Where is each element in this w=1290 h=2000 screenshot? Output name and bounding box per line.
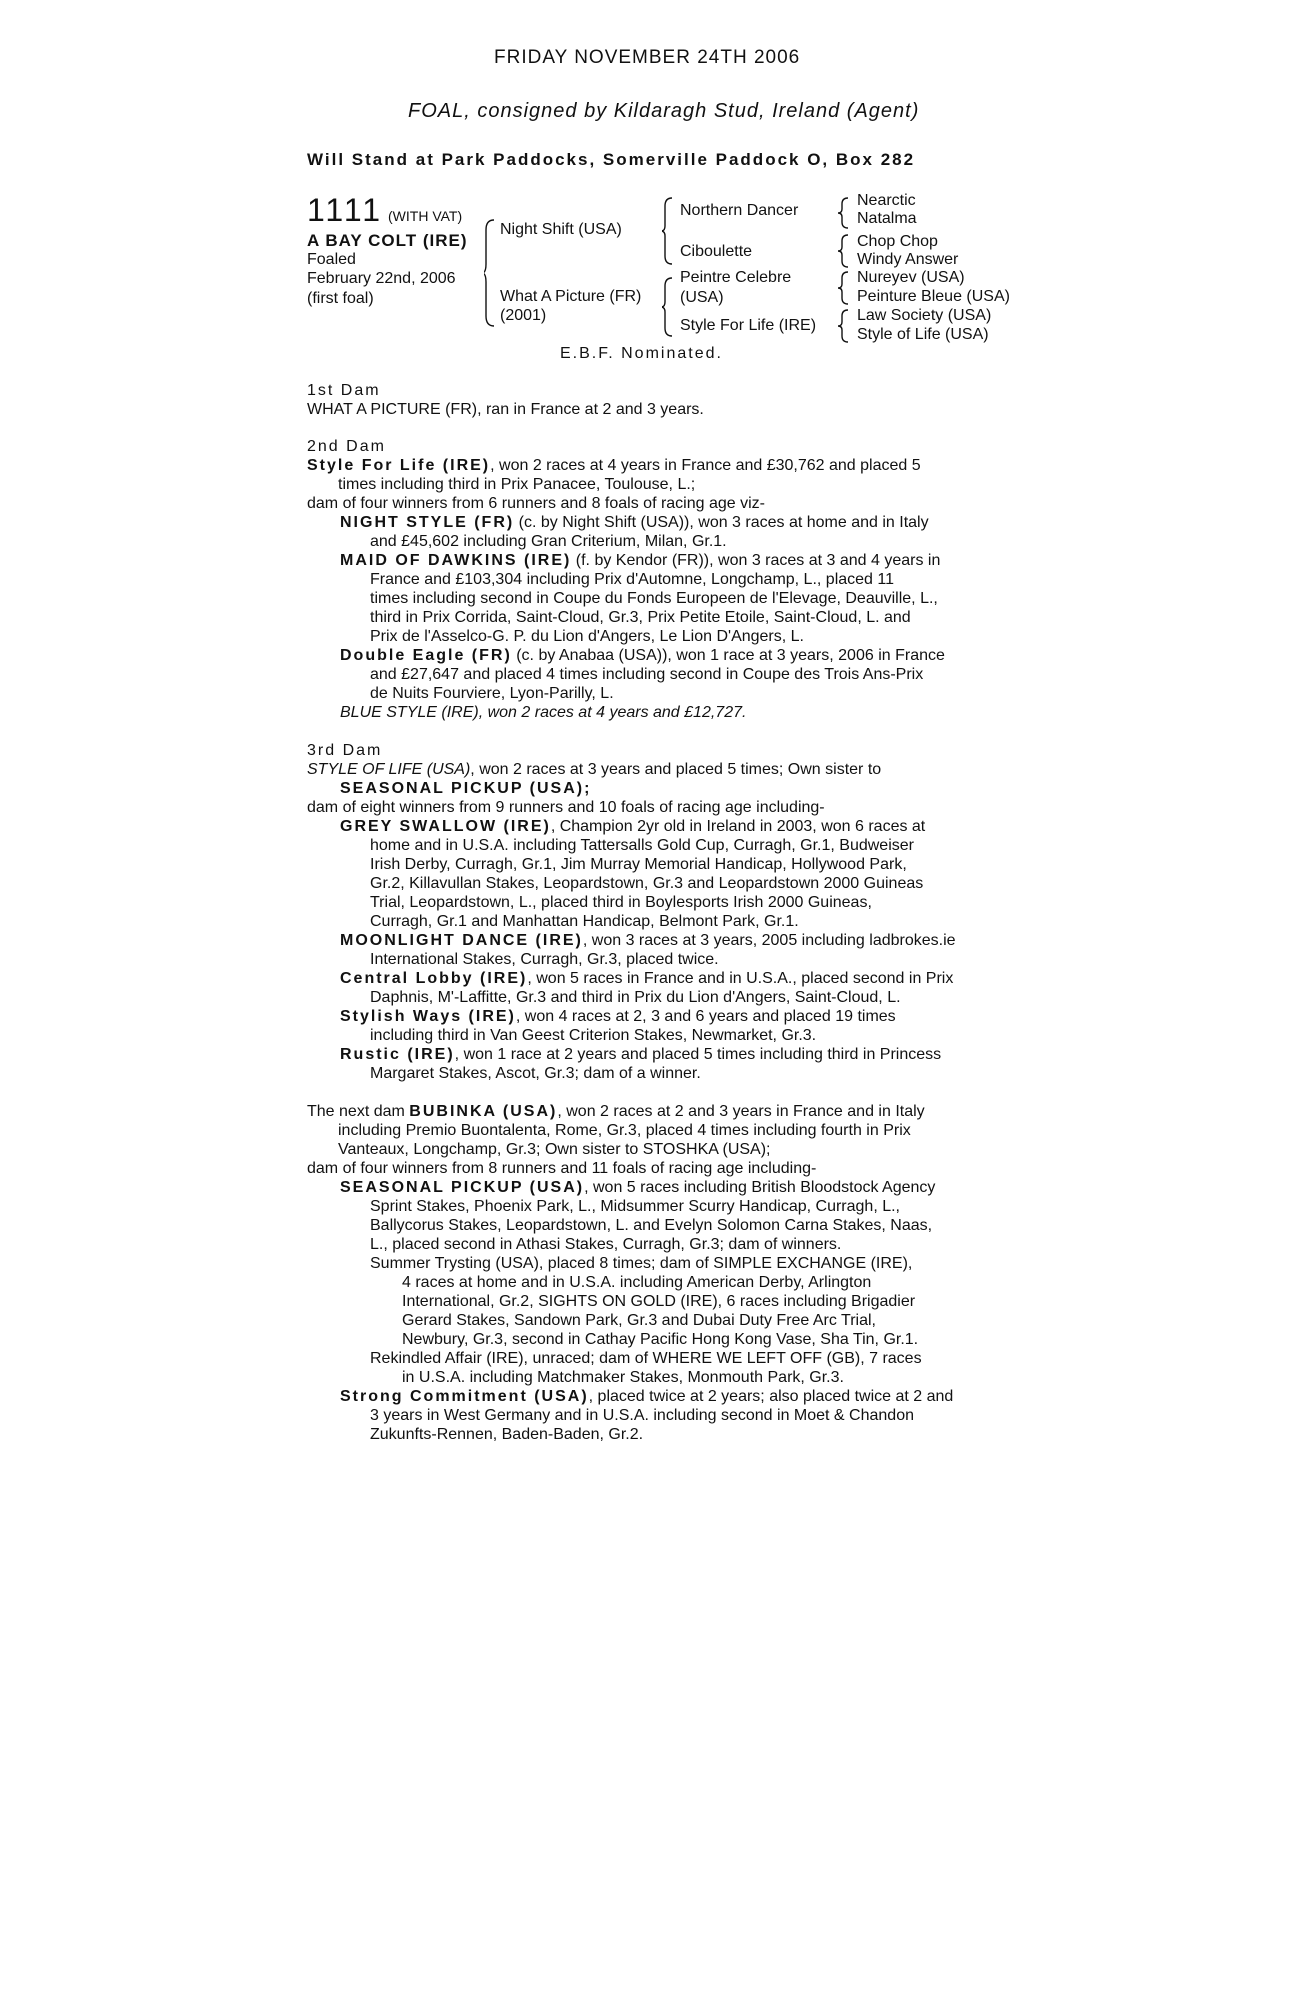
brace-dam [662,276,674,338]
progeny-name: Double Eagle (FR) [340,647,512,664]
sale-date: FRIDAY NOVEMBER 24TH 2006 [494,47,801,68]
third-dam-heading: 3rd Dam [307,742,383,759]
pedigree-dam-sire: Peintre Celebre [680,269,792,286]
pedigree-g1: Nearctic [857,192,916,209]
progeny-line: Trial, Leopardstown, L., placed third in Boylesports Irish 2000 Guineas, [370,894,872,911]
pedigree-dam-dam: Style For Life (IRE) [680,317,817,334]
second-dam-intro: , won 2 races at 4 years in France and £30,762 and placed 5 [490,457,921,474]
progeny-rekindled-affair: Rekindled Affair (IRE), unraced; dam of WHERE WE LEFT OFF (GB), 7 races [370,1350,922,1367]
next-dam-dam-of: dam of four winners from 8 runners and 11 foals of racing age including- [307,1160,817,1177]
progeny-central-lobby [340,969,953,988]
progeny-name: Rustic (IRE) [340,1046,455,1063]
pedigree-g8: Style of Life (USA) [857,326,989,343]
brace-sire [662,196,674,266]
brace-g34 [838,233,850,269]
progeny-text: (c. by Anabaa (USA)), won 1 race at 3 years, 2006 in France [511,647,945,664]
progeny-text: , won 4 races at 2, 3 and 6 years and placed 19 times [515,1008,896,1025]
progeny-line: International, Gr.2, SIGHTS ON GOLD (IRE), 6 races including Brigadier [402,1293,916,1310]
progeny-name: GREY SWALLOW (IRE) [340,818,551,835]
second-dam-line-2: times including third in Prix Panacee, Toulouse, L.; [338,476,696,493]
pedigree-dam-sire-origin: (USA) [680,289,724,306]
progeny-line: Curragh, Gr.1 and Manhattan Handicap, Belmont Park, Gr.1. [370,913,799,930]
third-dam-intro: , won 2 races at 3 years and placed 5 times; Own sister to [470,761,882,778]
pedigree-g2: Natalma [857,210,917,227]
brace-main [484,218,496,328]
second-dam-name: Style For Life (IRE) [307,457,491,474]
progeny-rustic [340,1045,941,1064]
progeny-line: Margaret Stakes, Ascot, Gr.3; dam of a winner. [370,1065,701,1082]
progeny-line: Newbury, Gr.3, second in Cathay Pacific Hong Kong Vase, Sha Tin, Gr.1. [402,1331,919,1348]
progeny-summer-trysting: Summer Trysting (USA), placed 8 times; dam of SIMPLE EXCHANGE (IRE), [370,1255,913,1272]
first-dam-heading: 1st Dam [307,382,381,399]
next-dam-name: BUBINKA (USA) [409,1103,558,1120]
progeny-line: Gerard Stakes, Sandown Park, Gr.3 and Dubai Duty Free Arc Trial, [402,1312,876,1329]
progeny-text: , won 3 races at 3 years, 2005 including ladbrokes.ie [582,932,956,949]
progeny-line: International Stakes, Curragh, Gr.3, placed twice. [370,951,719,968]
foaled-label: Foaled [307,251,356,268]
progeny-line: and £45,602 including Gran Criterium, Milan, Gr.1. [370,533,727,550]
progeny-text: , won 5 races in France and in U.S.A., placed second in Prix [527,970,954,987]
progeny-line: Gr.2, Killavullan Stakes, Leopardstown, Gr.3 and Leopardstown 2000 Guineas [370,875,924,892]
stand-location: Will Stand at Park Paddocks, Somerville Paddock O, Box 282 [307,150,916,169]
progeny-line: including third in Van Geest Criterion Stakes, Newmarket, Gr.3. [370,1027,817,1044]
progeny-strong-commitment [340,1387,953,1406]
progeny-text: (c. by Night Shift (USA)), won 3 races at home and in Italy [514,514,929,531]
progeny-line: third in Prix Corrida, Saint-Cloud, Gr.3, Prix Petite Etoile, Saint-Cloud, L. and [370,609,911,626]
progeny-double-eagle [340,646,945,665]
progeny-line: L., placed second in Athasi Stakes, Curragh, Gr.3; dam of winners. [370,1236,842,1253]
pedigree-sire-sire: Northern Dancer [680,202,799,219]
lot-description: A BAY COLT (IRE) [307,231,468,250]
progeny-text: (f. by Kendor (FR)), won 3 races at 3 and 4 years in [571,552,941,569]
progeny-name: Central Lobby (IRE) [340,970,528,987]
progeny-line: 3 years in West Germany and in U.S.A. including second in Moet & Chandon [370,1407,914,1424]
progeny-name: Stylish Ways (IRE) [340,1008,516,1025]
pedigree-dam-year: (2001) [500,307,547,324]
pedigree-g3: Chop Chop [857,233,938,250]
next-dam-intro: , won 2 races at 2 and 3 years in France and in Italy [557,1103,925,1120]
progeny-blue-style: BLUE STYLE (IRE), won 2 races at 4 years and £12,727. [340,704,747,721]
next-dam-line-3: Vanteaux, Longchamp, Gr.3; Own sister to STOSHKA (USA); [338,1141,771,1158]
pedigree-g5: Nureyev (USA) [857,269,965,286]
progeny-stylish-ways [340,1007,896,1026]
vat-note: (WITH VAT) [388,208,463,224]
second-dam-line-1 [307,456,921,475]
progeny-text: , won 1 race at 2 years and placed 5 times including third in Princess [454,1046,942,1063]
progeny-text: , Champion 2yr old in Ireland in 2003, won 6 races at [550,818,926,835]
third-dam-line-2: SEASONAL PICKUP (USA); [340,780,592,797]
progeny-name: MOONLIGHT DANCE (IRE) [340,932,583,949]
progeny-line: Irish Derby, Curragh, Gr.1, Jim Murray Memorial Handicap, Hollywood Park, [370,856,907,873]
lot-number: 1111 [307,192,384,228]
brace-g12 [838,196,850,230]
pedigree-g7: Law Society (USA) [857,307,992,324]
first-dam-text: WHAT A PICTURE (FR), ran in France at 2 and 3 years. [307,401,704,418]
foaled-date: February 22nd, 2006 [307,270,456,287]
progeny-name: MAID OF DAWKINS (IRE) [340,552,572,569]
pedigree-dam: What A Picture (FR) [500,288,642,305]
brace-g56 [838,270,850,306]
pedigree-g4: Windy Answer [857,251,959,268]
second-dam-heading: 2nd Dam [307,438,386,455]
progeny-maid-of-dawkins [340,551,940,570]
third-dam-name: STYLE OF LIFE (USA) [307,761,471,778]
progeny-line: Daphnis, M'-Laffitte, Gr.3 and third in Prix du Lion d'Angers, Saint-Cloud, L. [370,989,901,1006]
first-foal-note: (first foal) [307,290,374,307]
third-dam-line-1 [307,760,881,779]
progeny-text: , placed twice at 2 years; also placed twice at 2 and [588,1388,954,1405]
ebf-note: E.B.F. Nominated. [560,345,723,362]
next-dam-line-1 [307,1102,925,1121]
progeny-line: Prix de l'Asselco-G. P. du Lion d'Angers, Le Lion D'Angers, L. [370,628,804,645]
progeny-name: SEASONAL PICKUP (USA) [340,1179,585,1196]
next-dam-prefix: The next dam [307,1103,410,1120]
progeny-name: NIGHT STYLE (FR) [340,514,515,531]
progeny-line: Ballycorus Stakes, Leopardstown, L. and Evelyn Solomon Carna Stakes, Naas, [370,1217,933,1234]
brace-g78 [838,308,850,344]
progeny-line: Sprint Stakes, Phoenix Park, L., Midsummer Scurry Handicap, Curragh, L., [370,1198,900,1215]
third-dam-dam-of: dam of eight winners from 9 runners and 10 foals of racing age including- [307,799,825,816]
progeny-line: in U.S.A. including Matchmaker Stakes, Monmouth Park, Gr.3. [402,1369,844,1386]
progeny-line: France and £103,304 including Prix d'Automne, Longchamp, L., placed 11 [370,571,894,588]
progeny-grey-swallow [340,817,925,836]
progeny-line: times including second in Coupe du Fonds Europeen de l'Elevage, Deauville, L., [370,590,938,607]
progeny-night-style [340,513,929,532]
progeny-line: Zukunfts-Rennen, Baden-Baden, Gr.2. [370,1426,644,1443]
pedigree-g6: Peinture Bleue (USA) [857,288,1010,305]
progeny-line: home and in U.S.A. including Tattersalls Gold Cup, Curragh, Gr.1, Budweiser [370,837,914,854]
progeny-line: 4 races at home and in U.S.A. including American Derby, Arlington [402,1274,872,1291]
next-dam-line-2: including Premio Buontalenta, Rome, Gr.3, placed 4 times including fourth in Prix [338,1122,911,1139]
progeny-moonlight-dance [340,931,956,950]
pedigree-sire: Night Shift (USA) [500,221,622,238]
second-dam-dam-of: dam of four winners from 6 runners and 8 foals of racing age viz- [307,495,765,512]
progeny-text: , won 5 races including British Bloodstock Agency [584,1179,936,1196]
pedigree-sire-dam: Ciboulette [680,243,753,260]
progeny-seasonal-pickup [340,1178,935,1197]
consignment-line: FOAL, consigned by Kildaragh Stud, Ireland (Agent) [408,100,920,122]
progeny-name: Strong Commitment (USA) [340,1388,589,1405]
progeny-line: de Nuits Fourviere, Lyon-Parilly, L. [370,685,614,702]
progeny-line: and £27,647 and placed 4 times including second in Coupe des Trois Ans-Prix [370,666,924,683]
